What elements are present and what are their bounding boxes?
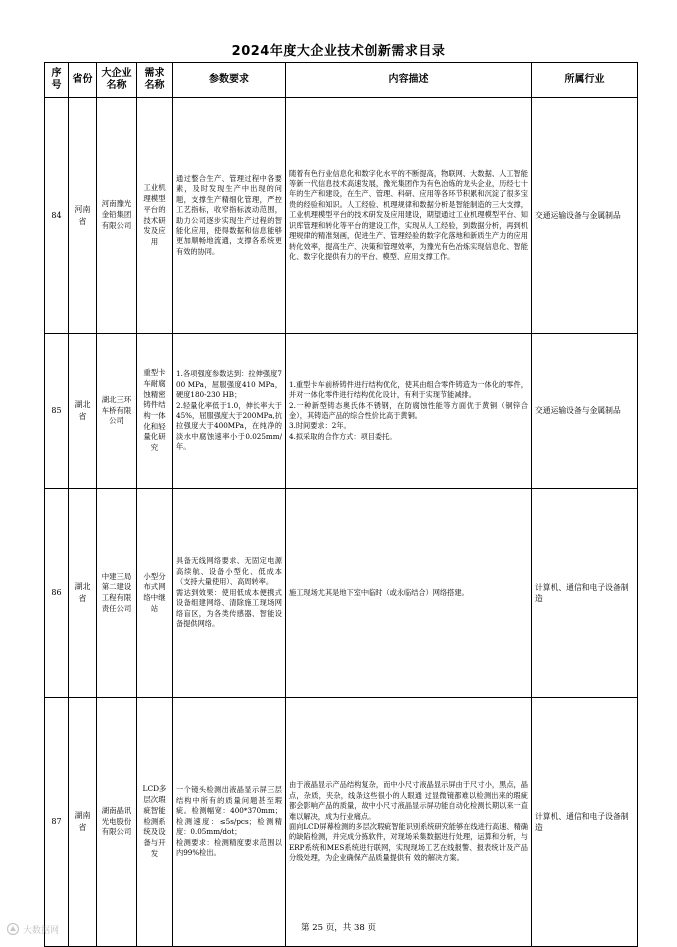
document-title: 2024年度大企业技术创新需求目录 — [231, 44, 446, 59]
row-province: 湖南省 — [69, 698, 97, 947]
row-industry: 交通运输设备与金属制品 — [532, 98, 638, 334]
row-params: 通过整合生产、管理过程中各要素，及时发现生产中出现的问题，支撑生产精细化管理，严控工艺指标，收窄指标波动范围，助力公司逐步实现生产过程的智能化应用，使得数据和信息能够更加顺畅地流通，支撑各系统更有效的协同。 — [173, 98, 286, 334]
row-params: 具备无线网络要求、无固定电源高续航、设备小型化、低成本（支持大量使用）、高周转率。 需达到效果：使用低成本便携式设备组建网络、清除施工现场网络盲区，为各类传感器、智能设备提供网络。 — [173, 489, 286, 698]
header-num: 序号 — [45, 63, 69, 98]
row-province: 湖北省 — [69, 489, 97, 698]
row-content: 由于液晶显示产品结构复杂，而中小尺寸液晶显示屏由于尺寸小，黑点，晶点，杂质，夹杂，线条这些很小的人眼通 过显微镜都难以检测出来的瑕疵都会影响产品的质量，故中小尺寸液晶显示屏功能自动化检测长期以来一直难以解决，成为行业痛点。 面向LCD屏幕检测的多层次瑕疵智能识别系统研究能够在线进行高速、精确的缺陷检测，并完成分拣软件，对现场采集数据进行处理，运算和分析，与ERP系统和MES系统进行联网，实现现场工艺在线报警、报表统计及产品分级处理，为企业确保产品质量提供有 效的解决方案。 — [286, 698, 532, 947]
row-content: 施工现场尤其是地下室中临时（或永临结合）网络搭建。 — [286, 489, 532, 698]
row-params: 一个镜头检测出液晶显示屏三层结构中所有的质量问题甚至瑕疵。检测幅宽：400*370mm；检测速度：≤5s/pcs；检测精度：0.05mm/dot； 检测要求：检测精度要求范围以内99%检出。 — [173, 698, 286, 947]
row-enterprise: 河南豫光金铅集团有限公司 — [97, 98, 137, 334]
page-footer: 第 25 页，共 38 页 — [301, 923, 376, 933]
row-enterprise: 湖北三环车桥有限公司 — [97, 334, 137, 489]
demand-table — [44, 62, 638, 947]
row-industry: 计算机、通信和电子设备制造 — [532, 489, 638, 698]
table-row — [45, 98, 638, 334]
row-province: 河南省 — [69, 98, 97, 334]
row-content: 1.重型卡车前桥铸件进行结构优化，使其由组合零件铸造为一体化的零件，并对一体化零件进行结构优化设计，有利于实现节能减排。 2.一种新型铸态奥氏体不锈钢，在防腐蚀性能等方面优于黄铜（铜锌合金），其铸造产品的综合性价比高于黄铜。 3.时间要求：2年。 4.拟采取的合作方式：项目委托。 — [286, 334, 532, 489]
row-num: 84 — [45, 98, 69, 334]
row-industry: 计算机、通信和电子设备制造 — [532, 698, 638, 947]
row-num: 86 — [45, 489, 69, 698]
row-params: 1.各项强度参数达到：拉伸强度700 MPa，屈服强度410 MPa，硬度180-230 HB； 2.轻量化率低于1.0，伸长率大于45%，屈服强度大于200MPa,抗拉强度大于400MPa，在纯净的淡水中腐蚀速率小于0.025mm/年。 — [173, 334, 286, 489]
watermark-text: 大数据网 — [23, 925, 60, 936]
row-demand-name: 工业机理模型平台的技术研发及应用 — [137, 98, 173, 334]
row-demand-name: 重型卡车耐腐蚀精密铸件结构一体化和轻量化研究 — [137, 334, 173, 489]
table-header-row — [45, 63, 638, 98]
row-num: 87 — [45, 698, 69, 947]
table-row — [45, 334, 638, 489]
header-params: 参数要求 — [173, 63, 286, 98]
header-enterprise: 大企业名称 — [97, 63, 137, 98]
row-demand-name: 小型分布式网络中继站 — [137, 489, 173, 698]
header-content: 内容描述 — [286, 63, 532, 98]
header-demand-name: 需求名称 — [137, 63, 173, 98]
row-num: 85 — [45, 334, 69, 489]
header-industry: 所属行业 — [532, 63, 638, 98]
header-province: 省份 — [69, 63, 97, 98]
row-industry: 交通运输设备与金属制品 — [532, 334, 638, 489]
row-demand-name: LCD多层次瑕疵智能检测系统及设备与开发 — [137, 698, 173, 947]
row-province: 湖北省 — [69, 334, 97, 489]
row-enterprise: 中建三局第二建设工程有限责任公司 — [97, 489, 137, 698]
table-row — [45, 489, 638, 698]
row-enterprise: 湖南晶讯光电股份有限公司 — [97, 698, 137, 947]
row-content: 随着有色行业信息化和数字化水平的不断提高，物联网、大数据、人工智能等新一代信息技术高速发展，豫光集团作为有色冶炼的龙头企业，历经七十年的生产和建设，在生产、管理、科研、应用等各环节积累和沉淀了很多宝贵的经验和知识。人工经验、机理规律和数据分析是智能制造的三大支撑，工业机理模型平台的技术研发及应用建设，期望通过工业机理模型平台、知识库管理和转化等平台的建设工作，实现从人工经验，到数据分析，再到机理规律的精准刻画，促进生产、管理经验的数字化落地和新质生产力的应用转化效率，提高生产、决策和管理效率，为豫光有色冶炼实现信息化、智能化、数字化提供有力的平台、模型、应用支撑工作。 — [286, 98, 532, 334]
table-row — [45, 698, 638, 947]
